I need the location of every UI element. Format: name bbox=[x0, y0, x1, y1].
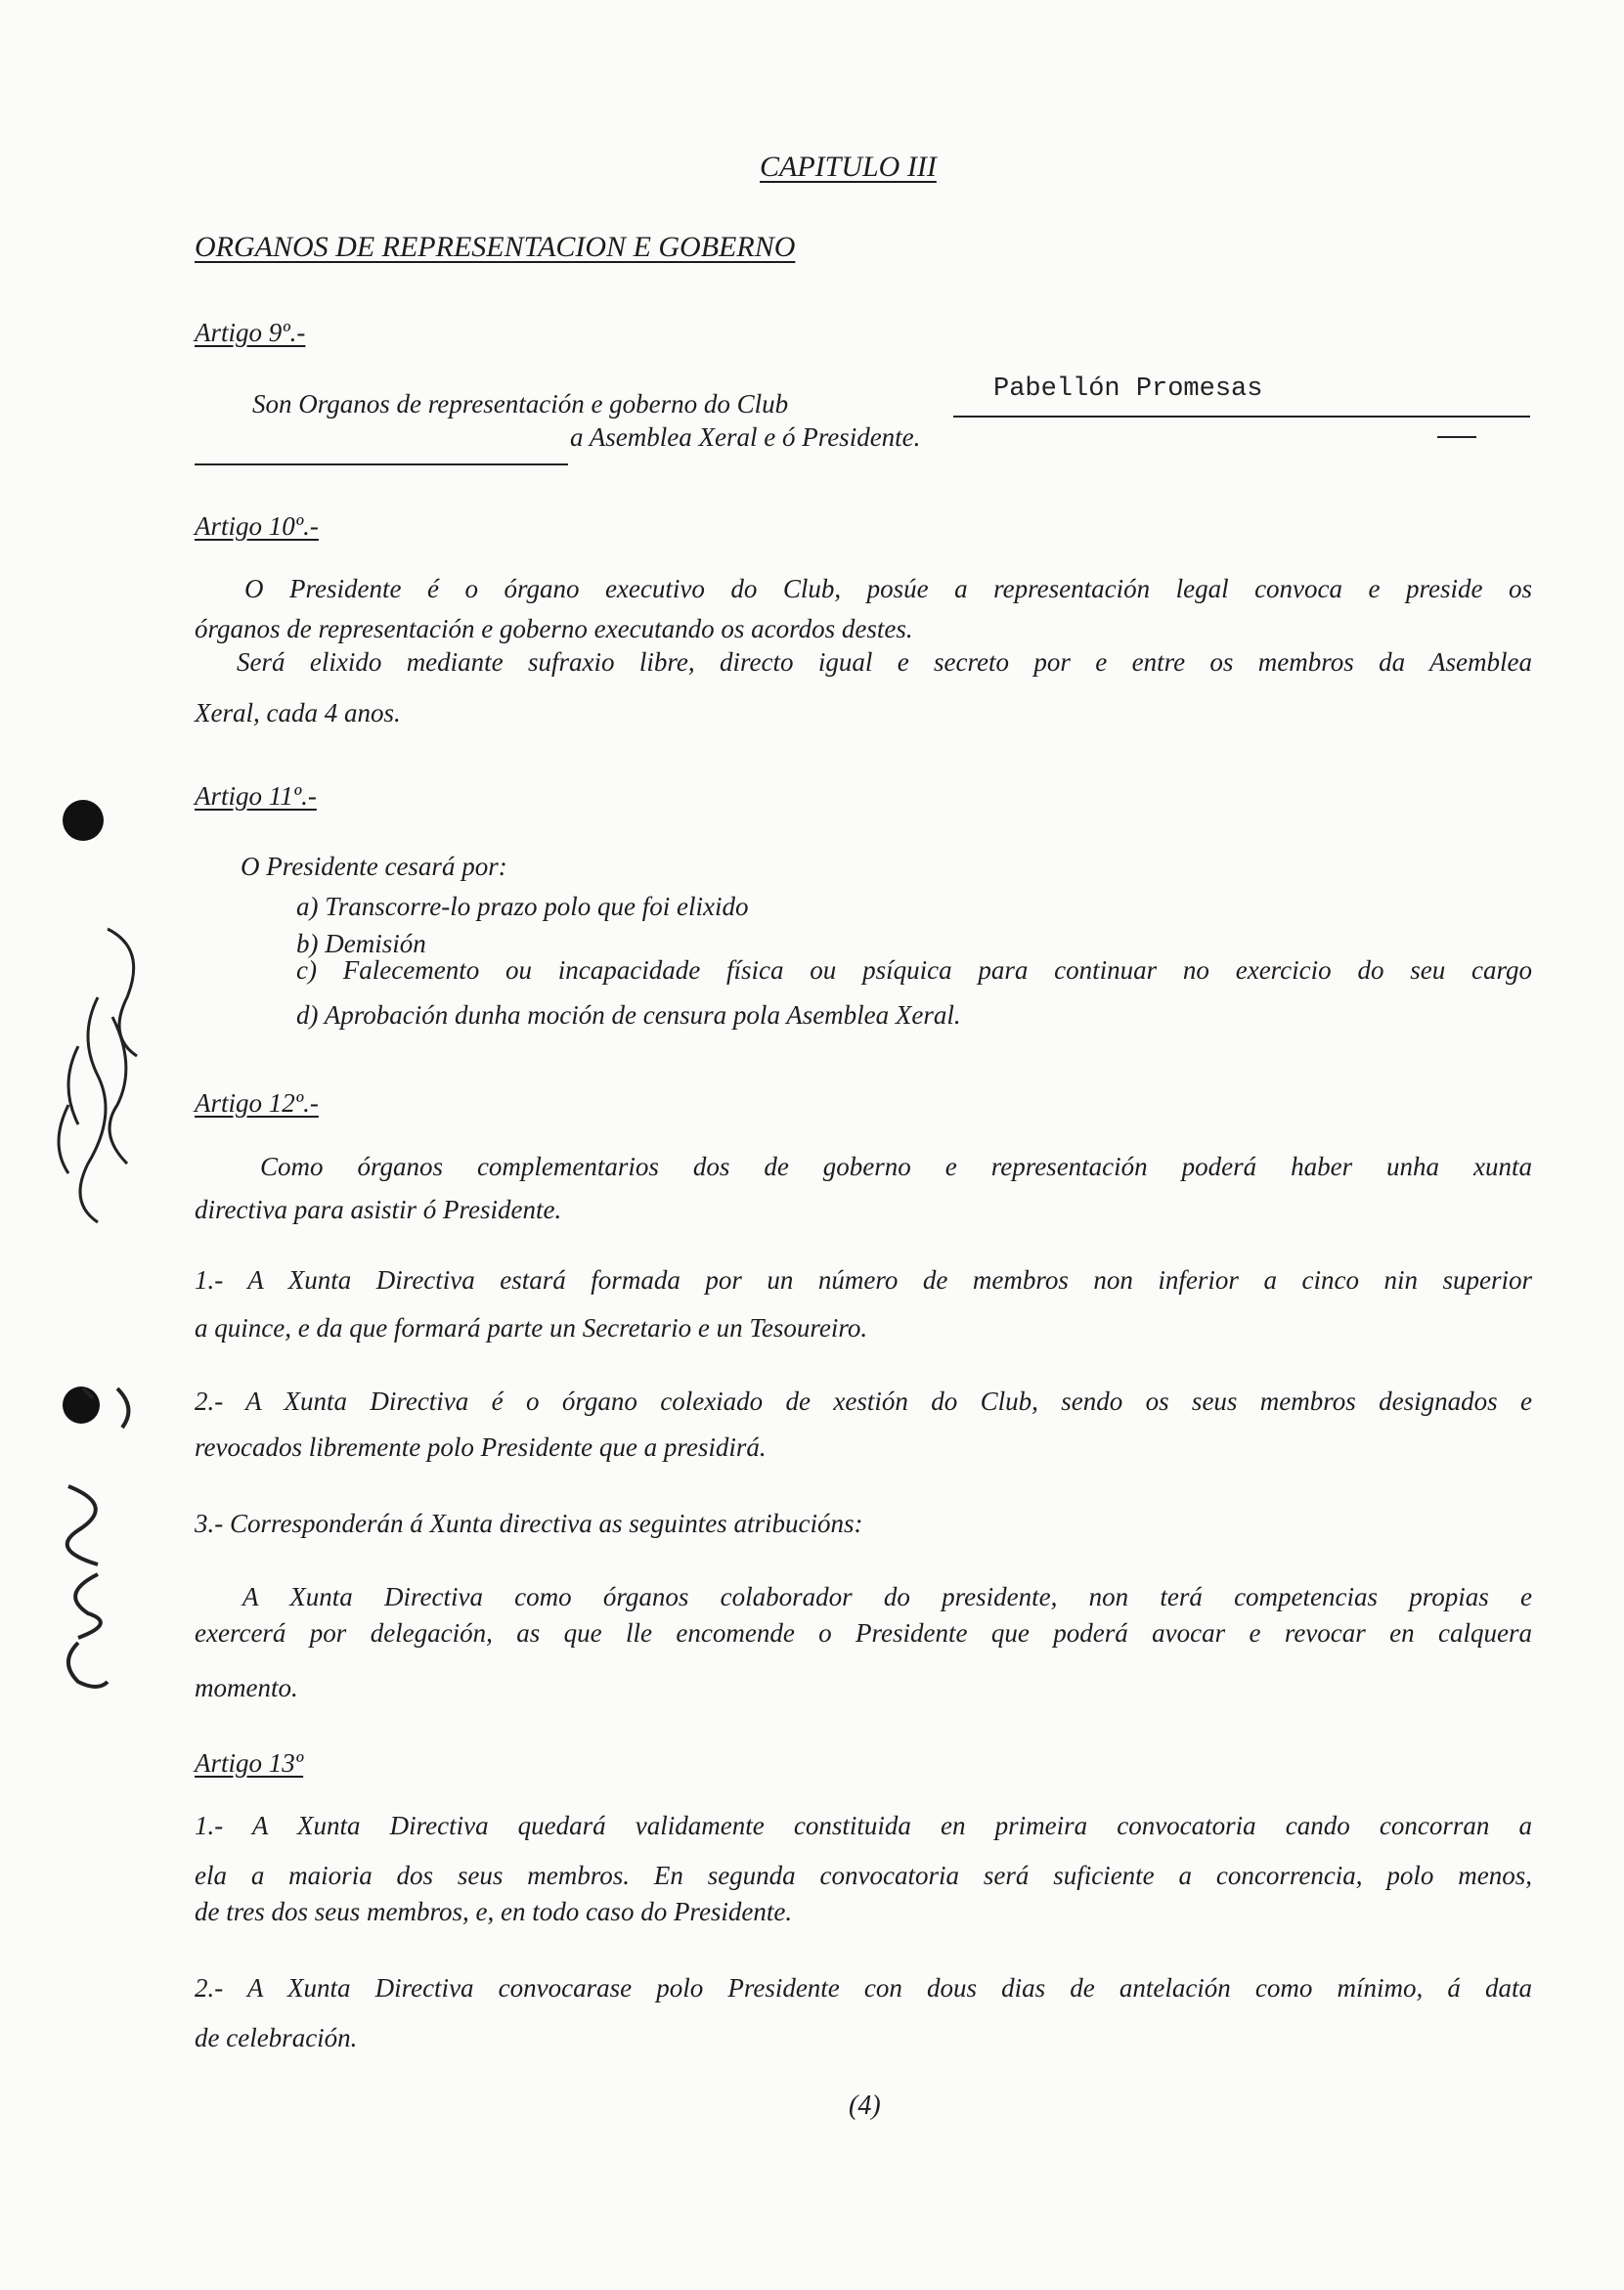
article-12-p4: A Xunta Directiva como órganos colaborador do presidente, non terá competencias propias e bbox=[242, 1582, 1532, 1611]
article-9-text-2: a Asemblea Xeral e ó Presidente. bbox=[570, 422, 921, 452]
article-10-line: Xeral, cada 4 anos. bbox=[195, 698, 401, 727]
article-9-heading: Artigo 9º.- bbox=[195, 318, 306, 347]
article-12-p4: momento. bbox=[195, 1673, 298, 1702]
list-item: b) Demisión bbox=[296, 929, 426, 958]
signature bbox=[39, 909, 166, 1232]
article-12-p3: 3.- Corresponderán á Xunta directiva as seguintes atribucións: bbox=[195, 1509, 863, 1538]
article-12-p2: revocados libremente polo Presidente que a presidirá. bbox=[195, 1432, 767, 1462]
article-13-p1: de tres dos seus membros, e, en todo caso do Presidente. bbox=[195, 1897, 793, 1926]
article-10-line: Será elixido mediante sufraxio libre, directo igual e secreto por e entre os membros da Asemblea bbox=[237, 647, 1532, 677]
article-12-intro: directiva para asistir ó Presidente. bbox=[195, 1195, 562, 1224]
chapter-title: CAPITULO III bbox=[760, 151, 937, 183]
article-12-p1: 1.- A Xunta Directiva estará formada por un número de membros non inferior a cinco nin superior bbox=[195, 1265, 1532, 1295]
list-item: c) Falecemento ou incapacidade física ou psíquica para continuar no exercicio do seu cargo bbox=[296, 955, 1532, 985]
blank-line bbox=[195, 463, 568, 465]
article-9-text: Son Organos de representación e goberno do Club bbox=[252, 389, 789, 418]
list-item: a) Transcorre-lo prazo polo que foi elixido bbox=[296, 892, 749, 921]
article-13-p2: de celebración. bbox=[195, 2023, 358, 2052]
article-13-p2: 2.- A Xunta Directiva convocarase polo Presidente con dous dias de antelación como mínimo, á data bbox=[195, 1973, 1532, 2003]
article-13-heading: Artigo 13º bbox=[195, 1748, 304, 1778]
article-12-p2: 2.- A Xunta Directiva é o órgano colexiado de xestión do Club, sendo os seus membros designados e bbox=[195, 1387, 1532, 1416]
page-number: (4) bbox=[849, 2091, 881, 2121]
club-name-line bbox=[953, 416, 1530, 418]
punch-hole bbox=[63, 800, 104, 841]
article-12-heading: Artigo 12º.- bbox=[195, 1088, 319, 1118]
article-10-line: órganos de representación e goberno executando os acordos destes. bbox=[195, 614, 913, 643]
section-title: ORGANOS DE REPRESENTACION E GOBERNO bbox=[195, 231, 796, 263]
club-name-field: Pabellón Promesas bbox=[993, 374, 1263, 404]
article-11-heading: Artigo 11º.- bbox=[195, 781, 317, 811]
article-10-heading: Artigo 10º.- bbox=[195, 511, 319, 541]
article-13-p1: 1.- A Xunta Directiva quedará validamente constituida en primeira convocatoria cando concorran a bbox=[195, 1811, 1532, 1840]
list-item: d) Aprobación dunha moción de censura pola Asemblea Xeral. bbox=[296, 1000, 961, 1030]
article-11-intro: O Presidente cesará por: bbox=[241, 852, 507, 881]
article-12-p1: a quince, e da que formará parte un Secretario e un Tesoureiro. bbox=[195, 1313, 868, 1343]
article-13-p1: ela a maioria dos seus membros. En segunda convocatoria será suficiente a concorrencia, polo menos, bbox=[195, 1861, 1532, 1890]
dash-mark bbox=[1437, 436, 1476, 438]
article-12-intro: Como órganos complementarios dos de goberno e representación poderá haber unha xunta bbox=[260, 1152, 1532, 1181]
article-10-line: O Presidente é o órgano executivo do Club, posúe a representación legal convoca e preside os bbox=[244, 574, 1532, 603]
article-12-p4: exercerá por delegación, as que lle encomende o Presidente que poderá avocar e revocar en calquera bbox=[195, 1618, 1532, 1648]
signature bbox=[39, 1369, 147, 1701]
